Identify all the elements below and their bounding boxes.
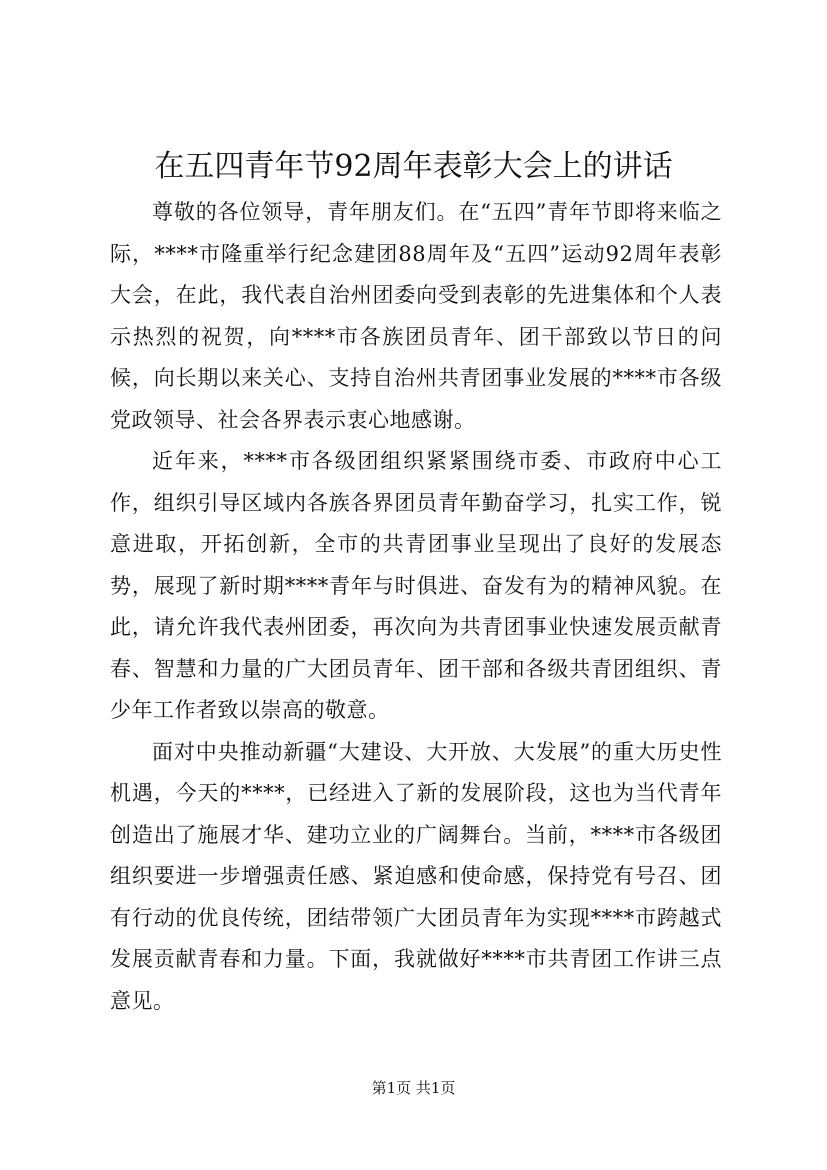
paragraph: 尊敬的各位领导，青年朋友们。在“五四”青年节即将来临之际，****市隆重举行纪念建团88周年及“五四”运动92周年表彰大会，在此，我代表自治州团委向受到表彰的先进集体和个人表示热烈的祝贺，向****市各族团员青年、团干部致以节日的问候，向长期以来关心、支持自治州共青团事业发展的****市各级党政领导、社会各界表示衷心地感谢。 [110, 200, 722, 432]
document-title: 在五四青年节92周年表彰大会上的讲话 [154, 149, 673, 184]
paragraph: 近年来，****市各级团组织紧紧围绕市委、市政府中心工作，组织引导区域内各族各界团员青年勤奋学习，扎实工作，锐意进取，开拓创新，全市的共青团事业呈现出了良好的发展态势，展现了新时期****青年与时俱进、奋发有为的精神风貌。在此，请允许我代表州团委，再次向为共青团事业快速发展贡献青春、智慧和力量的广大团员青年、团干部和各级共青团组织、青少年工作者致以崇高的敬意。 [110, 449, 722, 722]
page-footer: 第1页 共1页 [371, 1079, 456, 1097]
document-body [110, 192, 722, 1022]
paragraph: 面对中央推动新疆“大建设、大开放、大发展”的重大历史性机遇，今天的****，已经进入了新的发展阶段，这也为当代青年创造出了施展才华、建功立业的广阔舞台。当前，****市各级团组织要进一步增强责任感、紧迫感和使命感，保持党有号召、团有行动的优良传统，团结带领广大团员青年为实现****市跨越式发展贡献青春和力量。下面，我就做好****市共青团工作讲三点意见。 [110, 739, 722, 1013]
